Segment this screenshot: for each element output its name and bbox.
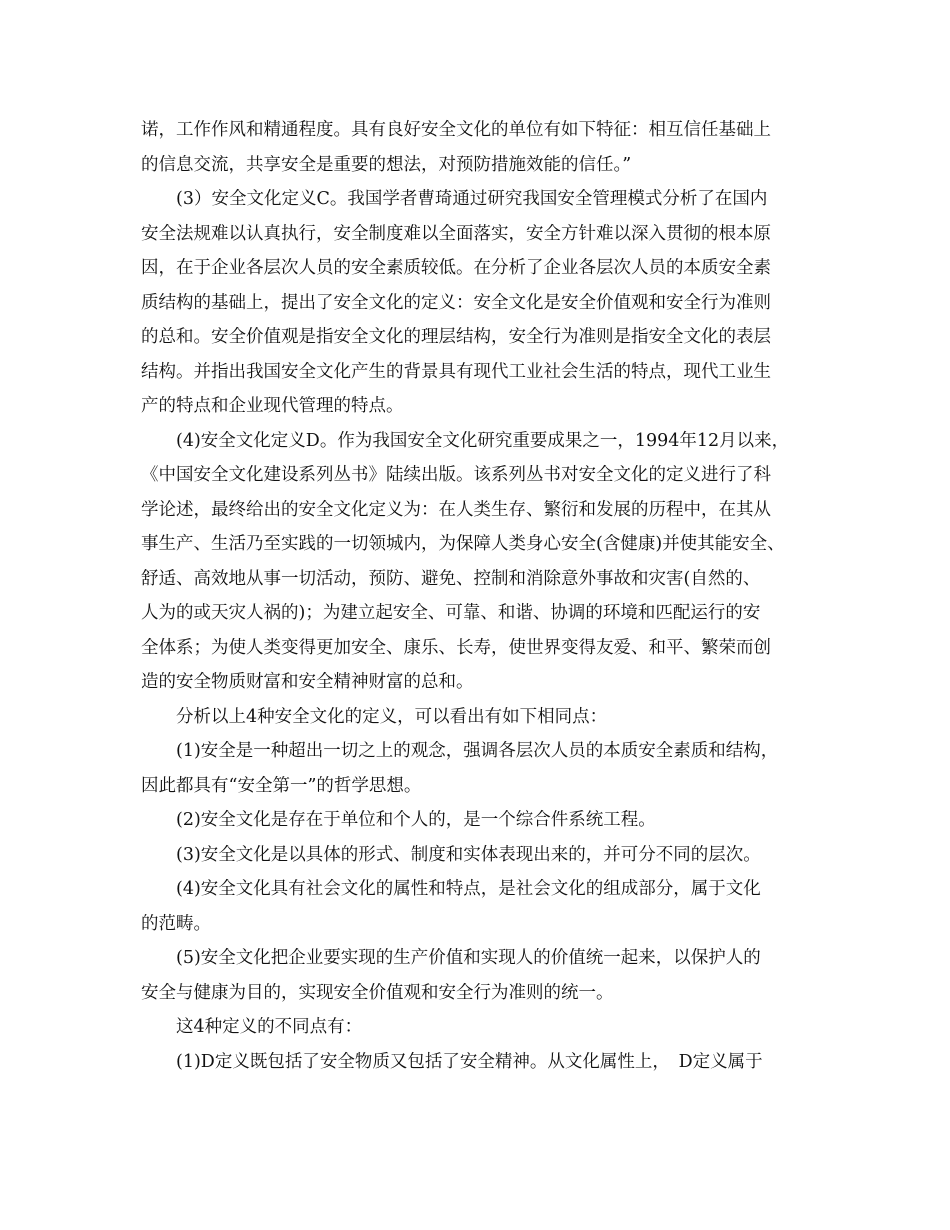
text-line: (1)安全是一种超出一切之上的观念，强调各层次人员的本质安全素质和结构， [141, 741, 779, 761]
text-line: 学论述，最终给出的安全文化定义为：在人类生存、繁衍和发展的历程中，在其从 [141, 499, 771, 520]
text-line: (4)安全文化具有社会文化的属性和特点，是社会文化的组成部分，属于文化 [141, 879, 761, 899]
text-line: 安全与健康为目的，实现安全价值观和安全行为准则的统一。 [141, 982, 614, 1003]
text-line: 事生产、生活乃至实践的一切领城内，为保障人类身心安全(含健康)并使其能安全、 [141, 534, 785, 554]
text-line: 全体系；为使人类变得更加安全、康乐、长寿，使世界变得友爱、和平、繁荣而创 [141, 637, 771, 658]
text-line: 这4种定义的不同点有： [141, 1017, 363, 1037]
text-line: 因，在于企业各层次人员的安全素质较低。在分析了企业各层次人员的本质安全素 [141, 258, 771, 278]
text-line: (2)安全文化是存在于单位和个人的，是一个综合件系统工程。 [141, 810, 656, 830]
body-text [141, 113, 831, 1079]
text-line: 产的特点和企业现代管理的特点。 [141, 396, 404, 416]
text-line: 的信息交流，共享安全是重要的想法，对预防措施效能的信任。” [141, 154, 632, 175]
text-line: 造的安全物质财富和安全精神财富的总和。 [141, 672, 474, 692]
text-line: 因此都具有“安全第一”的哲学思想。 [141, 775, 422, 796]
text-line: 舒适、高效地从事一切活动，预防、避免、控制和消除意外事故和灾害(自然的、 [141, 568, 761, 589]
text-line: 质结构的基础上，提出了安全文化的定义：安全文化是安全价值观和安全行为准则 [141, 292, 771, 313]
text-line: 《中国安全文化建设系列丛书》陆续出版。该系列丛书对安全文化的定义进行了科 [141, 465, 771, 485]
text-line: 分析以上4种安全文化的定义，可以看出有如下相同点： [141, 706, 608, 727]
text-line: 的总和。安全价值观是指安全文化的理层结构，安全行为准则是指安全文化的表层 [141, 327, 771, 347]
text-line: 结构。并指出我国安全文化产生的背景具有现代工业社会生活的特点，现代工业生 [141, 361, 771, 382]
text-line: (4)安全文化定义D。作为我国安全文化研究重要成果之一，1994年12月以来， [141, 430, 790, 451]
text-line: 的范畴。 [141, 913, 211, 934]
text-line: 安全法规难以认真执行，安全制度难以全面落实，安全方针难以深入贯彻的根本原 [141, 223, 771, 244]
text-line: (3)安全文化是以具体的形式、制度和实体表现出来的，并可分不同的层次。 [141, 844, 761, 865]
text-line: 人为的或天灾人祸的)；为建立起安全、可靠、和谐、协调的环境和匹配运行的安 [141, 603, 761, 623]
text-line: (1)D定义既包括了安全物质又包括了安全精神。从文化属性上， D定义属于 [141, 1051, 763, 1072]
text-line: (5)安全文化把企业要实现的生产价值和实现人的价值统一起来，以保护人的 [141, 948, 761, 968]
text-line: (3）安全文化定义C。我国学者曹琦通过研究我国安全管理模式分析了在国内 [141, 189, 768, 209]
text-line: 诺，工作作风和精通程度。具有良好安全文化的单位有如下特征：相互信任基础上 [141, 120, 771, 140]
